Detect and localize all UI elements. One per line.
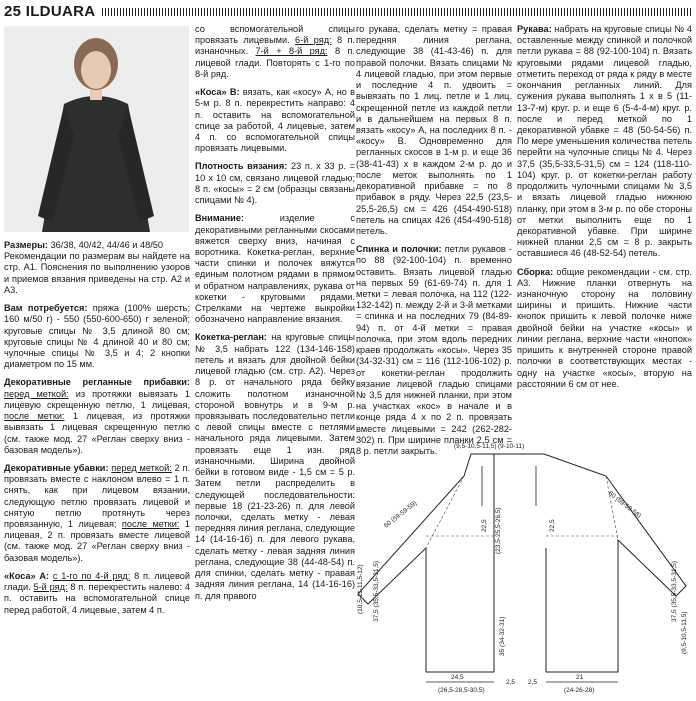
diagram-right-raglan: 60 (59-59-58) xyxy=(606,490,643,520)
diagram-right-sleeve-length: 37,5 (35,5-33,5-31,5) xyxy=(671,560,678,622)
kosa-a-cont-a: со вспомогательной спицы провязать лицевыми. xyxy=(195,24,355,46)
assembly-text: общие рекомендации - см. стр. А3. Нижние планки отвернуть на изнаночную сторону на половину ширины и пришить. Нижние части кнопок пришить к левой полочке ниже двойной бейки на участке «косы» и линии реглана, верхние части «кнопок» пришить к внутренней стороне правой полочки в соответствующих местах - одну на участке «косы», вторую на расстоянии 6 см от нее. xyxy=(517,266,692,389)
kosa-a-text4: 8 п. перекрестить налево: 4 п. оставить на вспомогательной спице перед работой, 4 лицевые, затем 4 п. xyxy=(4,582,190,615)
sizes-note: Рекомендации по размерам вы найдете на стр. А1. Пояснения по выполнению узоров и приемов вязания приведены на стр. А2 и А3. xyxy=(4,251,190,295)
yoke-label: Кокетка-реглан: xyxy=(195,332,267,343)
attention-label: Внимание: xyxy=(195,213,244,224)
raglan-decrease-label: Декоративные убавки: xyxy=(4,462,109,473)
diagram-left-yoke-depth: 22,5 xyxy=(481,519,488,532)
kosa-b-block xyxy=(195,87,355,154)
kosa-b-text: вязать, как «косу» А, но в 5-м р. 8 п. перекрестить направо: 4 п. оставить на вспомогательной спице за работой, 4 лицевые, затем 4 п. со вспомогательной спицы провязать лицевыми. xyxy=(195,87,355,154)
header-rule xyxy=(102,8,692,16)
raglan-increase-after: после метки: xyxy=(4,411,65,422)
back-fronts-label: Спинка и полочки: xyxy=(356,244,442,255)
diagram-top-middle-measure: (9-10-11) xyxy=(498,443,525,450)
diagram-left-raglan: 60 (59-59-59) xyxy=(382,499,419,530)
kosa-a-text2: 8 п. лицевой глади. xyxy=(4,570,191,593)
attention-block xyxy=(195,213,355,325)
column-4 xyxy=(517,24,692,397)
kosa-a-text3: 5-й ряд: xyxy=(33,582,68,593)
diagram-bottom-left-sizes: (26,5-28,5-30,5) xyxy=(438,687,485,694)
density-block xyxy=(195,161,355,206)
materials-label: Вам потребуется: xyxy=(4,303,88,314)
kosa-a-text1: с 1-го по 4-й ряд: xyxy=(52,570,131,581)
kosa-b-label: «Коса» В: xyxy=(195,87,240,98)
kosa-a-label: «Коса» А: xyxy=(4,570,50,581)
diagram-outline xyxy=(358,454,686,672)
header xyxy=(4,3,692,21)
diagram-left-cuff: (10,5-11-11,5-12) xyxy=(357,564,364,614)
yoke-text: на круговые спицы № 3,5 набрать 122 (134-146-158) петель и вязать для двойной бейки лицевой гладью (см. стр. А2). Через 8 р. от начального ряда бейку сложить полотном изнаночной стороной вовнутрь и в 9-м р. провязывать последовательно петли с левой спицы вместе с петлями начального ряда лицевыми. Затем провязать еще 1 изн. ряд изнаночными. Ширина двойной бейки в готовом виде - 1,5 см = 5 р. Затем петли распределить в следующей последовательности: первые 18 (21-23-26) п. для левой полочки, сделать метку - левая передняя линия реглана, следующие 14 (14-16-16) п. для левого рукава, сделать метку - левая задняя линия реглана, следующие 38 (44-48-54) п. для спинки, сделать метку - правая задняя линия реглана, 14 (14-16-16) п. для правого xyxy=(195,332,355,601)
density-text: 23 п. x 33 р. = 10 x 10 см, связано лицевой гладью; 8 п. «косы» = 2 см (образцы связаны спицами № 4). xyxy=(195,161,355,206)
raglan-increase-text1: из протяжки вывязать 1 лицевую скрещенную петлю, 1 лицевая, xyxy=(4,388,190,410)
back-fronts-text: петли рукавов - по 88 (92-100-104) п. временно оставить. Вязать лицевой гладью на первых 59 (61-69-74) п. для 1 метки = левая полочка, на 112 (122-132-142) п. между 2-й и 3-й метками = спинка и на последних 79 (84-89-94) п. от 4-й метки = правая полочка, при этом вдоль передних краев продолжать «косы». Через 35 (34-32-31) см = 116 (112-106-102) р. от кокетки-реглан продолжить вязание лицевой гладью спицами № 3,5 для нижней планки, при этом на участках «кос» в начале и в конце ряда 4 x по 2 п. провязать вместе лицевыми = 242 (262-282-302) п. При ширине планки 2,5 см = 8 р. петли закрыть. xyxy=(356,244,512,457)
sleeves-text: набрать на круговые спицы № 4 оставленные между спинкой и полочкой петли рукава = 88 (92-100-104) п. Вязать круговыми рядами лицевой гладью, отметить переход от ряда к ряду в месте окончания регланных линий. Для сужения рукава выполнять 1 x в 5 (11-13-7-м) круг. р. и еще 6 (5-4-4-м) круг. р. после и перед меткой по 1 декоративной убавке = 48 (50-54-56) п. По мере уменьшения количества петель перейти на чулочные спицы № 4. Через 37,5 (35,5-33,5-31,5) см = 124 (118-110-104) круг. р. от кокетки-реглан работу продолжить чулочными спицами № 3,5 и вязать лицевой гладью нижнюю планку, при этом в 3-м р. по обе стороны от метки выполнить еще по 1 декоративной убавке. При ширине нижней планки 2,5 см = 8 р. закрыть оставшиеся 46 (48-52-54) петель. xyxy=(517,24,692,259)
assembly-block xyxy=(517,267,692,390)
attention-text: изделие с декоративными регланными скосами вяжется сверху вниз, начиная с воротника. Кокетка-реглан, верхние части спинки и полочек вяжутся единым полотном рядами в прямом и обратном направлениях, рукава от кокетки - круговыми рядами. Стрелками на чертеже выкройки обозначено направление вязания. xyxy=(195,213,355,325)
kosa-a-cont-b: 6-й ряд: xyxy=(295,35,332,46)
diagram-hem-left: 2,5 xyxy=(506,679,516,686)
raglan-decrease-before: перед меткой: xyxy=(111,462,172,473)
raglan-decrease-block xyxy=(4,463,190,564)
sleeves-label: Рукава: xyxy=(517,24,552,34)
diagram-bottom-right-width: 21 xyxy=(576,674,584,681)
diagram-right-yoke-depth: 22,5 xyxy=(549,519,556,532)
diagram-right-cuff: (9,5-10,5-11,5) xyxy=(681,611,688,654)
diagram-left-yoke-depth-sizes: (23,5-25,5-26,5) xyxy=(495,507,502,554)
raglan-decrease-text2: 1 лицевая, 2 п. провязать вместе лицевой (см. также мод. 27 «Реглан сверху вниз - базовая модель»). xyxy=(4,519,190,563)
diagram-hem-right: 2,5 xyxy=(528,679,538,686)
pattern-diagram xyxy=(356,436,692,698)
column-3 xyxy=(356,24,512,464)
kosa-a-cont-d: 7-й + 8-й ряд: xyxy=(255,46,328,57)
model-photo-illustration xyxy=(4,26,189,232)
column-1 xyxy=(4,240,190,623)
materials-block xyxy=(4,303,190,370)
yoke-block xyxy=(195,332,355,601)
assembly-label: Сборка: xyxy=(517,266,554,277)
raglan-increase-label: Декоративные регланные прибавки: xyxy=(4,377,190,388)
model-photo xyxy=(4,26,189,232)
raglan-increase-block xyxy=(4,377,190,456)
back-fronts-block xyxy=(356,244,512,457)
yoke-continued: го рукава, сделать метку = правая передняя линия реглана, следующие 38 (41-43-46) п. для правой полочки. Вязать спицами № 4 лицевой гладью, при этом первые и последние 4 п. удвоить = вывязать по 1 лиц. петле и 1 лиц. скрещенной петле из каждой петли и в дальнейшем на первых 8 п. вязать «косу» А, на последних 8 п. - «косу» В. Одновременно для регланных скосов в 1-м р. и еще 36 (38-41-43) x в каждом 2-м р. до и после меток выполнять по 1 декоративной прибавке = по 8 прибавок в ряду. Через 22,5 (23,5-25,5-26,5) см = 426 (454-490-518) петель на спицах 426 (454-490-518) петель. xyxy=(356,24,512,236)
sizes-block xyxy=(4,240,190,296)
diagram-top-left-measure: (9,5-10,5-11,5) xyxy=(454,443,497,450)
diagram-bottom-right-sizes: (24-26-28) xyxy=(564,687,595,694)
raglan-decrease-after: после метки: xyxy=(121,519,180,530)
density-label: Плотность вязания: xyxy=(195,161,288,172)
kosa-a-cont-e: 8 п. лицевой глади. Повторять с 1-го по 8-й ряд. xyxy=(195,46,355,79)
column-2 xyxy=(195,24,355,609)
kosa-a-block xyxy=(4,571,190,616)
raglan-increase-text2: 1 лицевая, из протяжки вывязать 1 лицевая скрещенную петлю (см. также мод. 27 «Реглан сверху вниз - базовая модель»). xyxy=(4,411,190,455)
sizes-text: 36/38, 40/42, 44/46 и 48/50 xyxy=(50,240,163,250)
diagram-bottom-left-width: 24,5 xyxy=(451,674,464,681)
page-title: 25 ILDUARA xyxy=(4,3,96,20)
materials-text: пряжа (100% шерсть; 160 м/50 г) - 550 (550-600-650) г зеленой; круговые спицы № 3,5 длиной 80 см; круговые спицы № 4 длиной 40 и 80 см; чулочные спицы № 3,5 и 4; 2 кнопки диаметром по 15 мм. xyxy=(4,303,190,370)
diagram-arrows xyxy=(426,466,618,682)
kosa-a-cont-c: 8 п. изнаночных. xyxy=(195,35,355,57)
kosa-a-continued xyxy=(195,24,355,80)
diagram-left-sleeve-length: 37,5 (35,5-33,5-31,5) xyxy=(373,560,380,622)
raglan-decrease-text1: 2 п. провязать вместе с наклоном влево = 1 п. снять, как при лицевом вязании, следующую петлю провязать лицевой и снятую петлю протянуть через провязанную, 1 лицевая; xyxy=(4,462,190,530)
sizes-label: Размеры: xyxy=(4,240,48,250)
diagram-body-length: 35 (34-32-31) xyxy=(499,616,506,656)
raglan-increase-before: перед меткой: xyxy=(4,388,69,399)
sleeves-block xyxy=(517,24,692,260)
